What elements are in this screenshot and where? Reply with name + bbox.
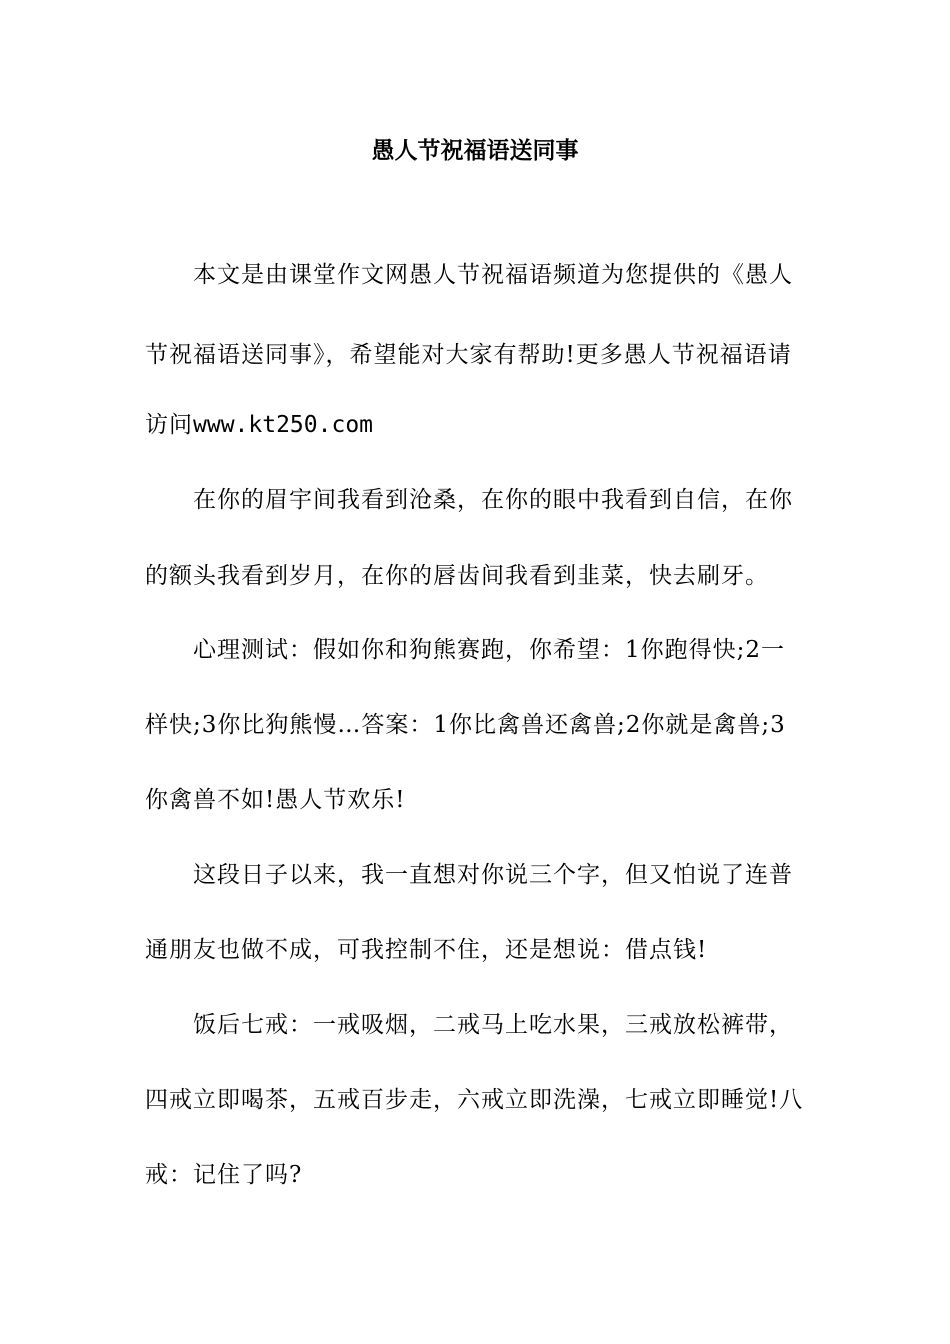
paragraph-2-line-1: 在你的眉宇间我看到沧桑，在你的眼中我看到自信，在你 [193,487,793,513]
paragraph-5-line-3: 戒：记住了吗? [145,1162,303,1188]
paragraph-3-line-2: 样快;3你比狗熊慢…答案：1你比禽兽还禽兽;2你就是禽兽;3 [145,712,786,738]
visit-text: 访问 [145,412,193,438]
paragraph-3-line-1: 心理测试：假如你和狗熊赛跑，你希望：1你跑得快;2一 [193,637,786,663]
paragraph-1-line-3 [145,409,373,441]
paragraph-1-line-1: 本文是由课堂作文网愚人节祝福语频道为您提供的《愚人 [193,262,793,288]
paragraph-3-line-3: 你禽兽不如!愚人节欢乐! [145,787,406,813]
paragraph-5-line-2: 四戒立即喝茶，五戒百步走，六戒立即洗澡，七戒立即睡觉!八 [145,1087,804,1113]
website-link-text: www.kt250.com [193,412,374,438]
paragraph-2-line-2: 的额头我看到岁月，在你的唇齿间我看到韭菜，快去刷牙。 [145,563,769,589]
paragraph-5-line-1: 饭后七戒：一戒吸烟，二戒马上吃水果，三戒放松裤带， [193,1012,793,1038]
paragraph-4-line-2: 通朋友也做不成，可我控制不住，还是想说：借点钱! [145,937,708,963]
document-title: 愚人节祝福语送同事 [371,137,579,164]
paragraph-4-line-1: 这段日子以来，我一直想对你说三个字，但又怕说了连普 [193,862,793,888]
paragraph-1-line-2: 节祝福语送同事》，希望能对大家有帮助!更多愚人节祝福语请 [145,342,792,368]
